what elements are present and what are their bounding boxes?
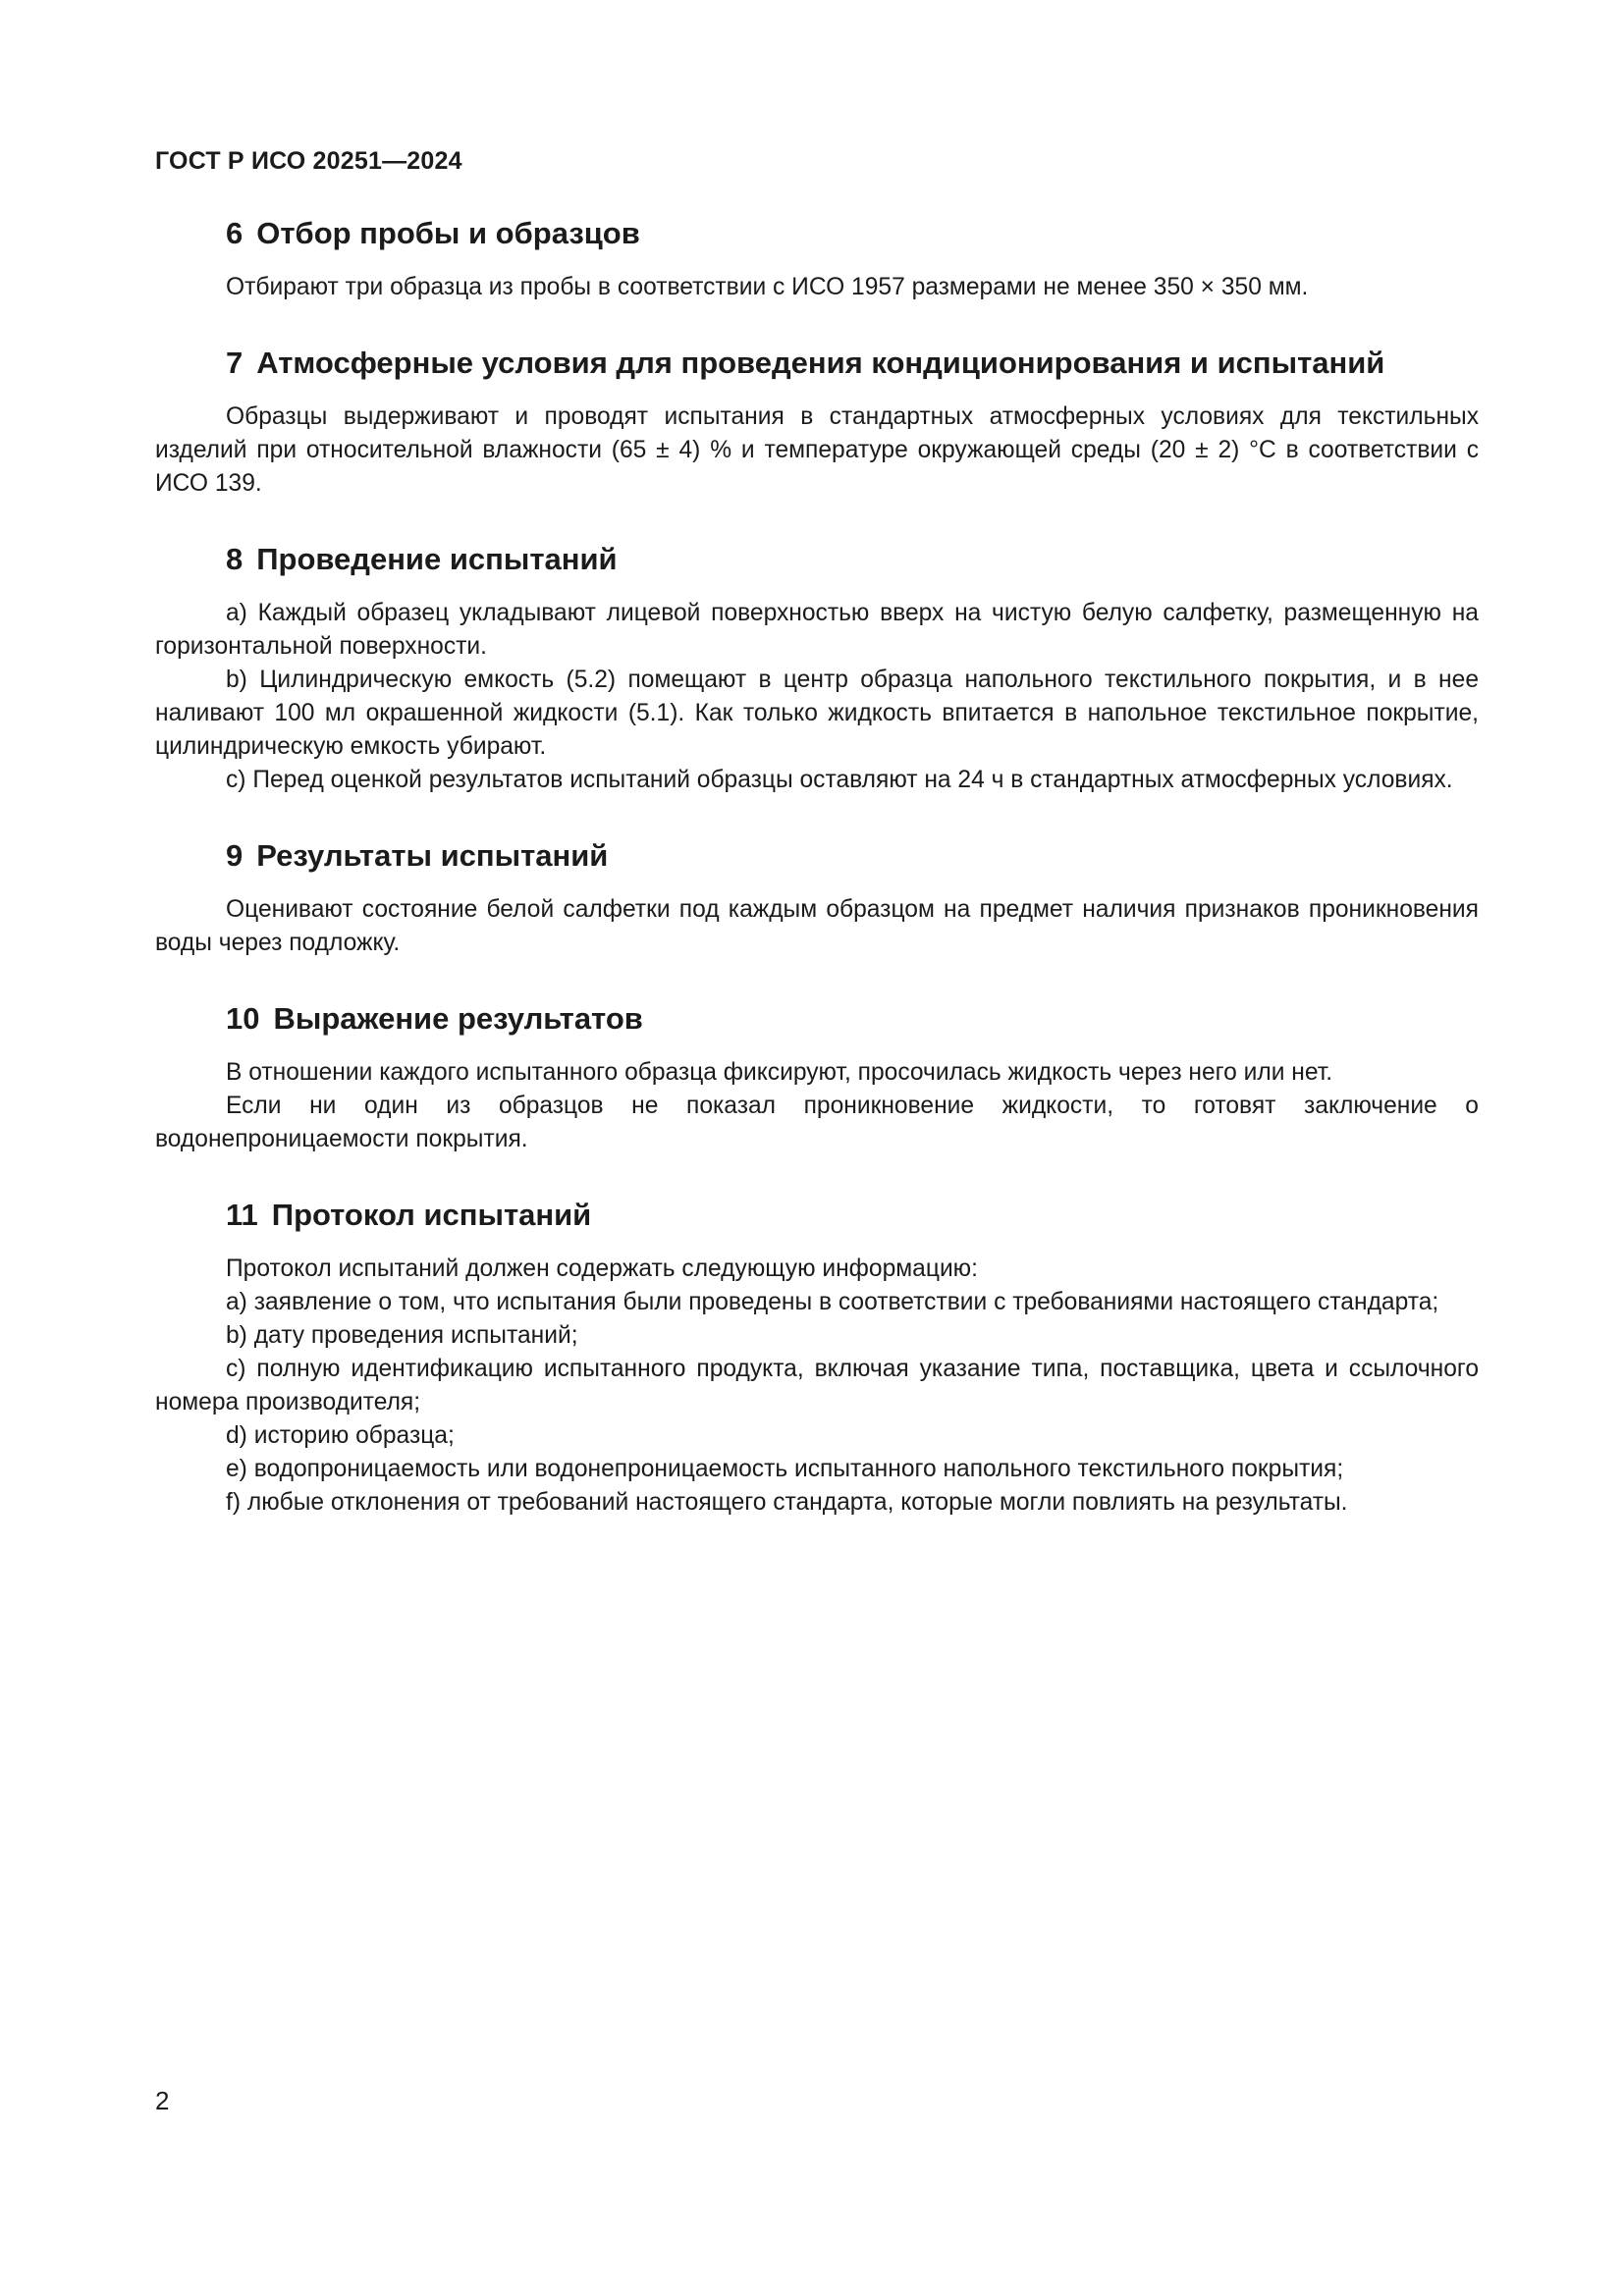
section-11-report [155, 1196, 1479, 1520]
section-heading [155, 999, 1479, 1039]
list-item: a) заявление о том, что испытания были проведены в соответствии с требованиями настоящего стандарта; [226, 1289, 1439, 1315]
section-heading [155, 344, 1479, 383]
section-title: Проведение испытаний [256, 542, 618, 576]
list-item: a) Каждый образец укладывают лицевой поверхностью вверх на чистую белую салфетку, размещенную на горизонтальной поверхности. [155, 600, 1479, 660]
list-item: e) водопроницаемость или водонепроницаемость испытанного напольного текстильного покрытия; [226, 1456, 1344, 1482]
section-7-conditions [155, 344, 1479, 501]
section-heading [155, 214, 1479, 253]
document-body [155, 214, 1479, 1520]
section-title: Отбор пробы и образцов [256, 216, 640, 250]
list-item: d) историю образца; [226, 1422, 455, 1449]
paragraph: В отношении каждого испытанного образца фиксируют, просочилась жидкость через него или нет. [226, 1059, 1333, 1086]
section-number: 6 [226, 216, 244, 250]
paragraph: Если ни один из образцов не показал проникновение жидкости, то готовят заключение о водонепроницаемости покрытия. [155, 1093, 1479, 1152]
section-number: 9 [226, 838, 244, 873]
page-number: 2 [155, 2086, 170, 2115]
section-title: Результаты испытаний [256, 838, 609, 873]
section-title: Атмосферные условия для проведения кондиционирования и испытаний [256, 346, 1385, 380]
section-number: 11 [226, 1198, 258, 1232]
paragraph: Отбирают три образца из пробы в соответствии с ИСО 1957 размерами не менее 350 × 350 мм. [226, 274, 1309, 300]
section-heading [155, 836, 1479, 876]
list-item: b) дату проведения испытаний; [226, 1322, 578, 1349]
section-number: 10 [226, 1001, 260, 1036]
document-header: ГОСТ Р ИСО 20251—2024 [155, 147, 462, 175]
section-10-expression [155, 999, 1479, 1156]
section-6-sampling [155, 214, 1479, 304]
section-8-procedure [155, 540, 1479, 797]
section-title: Выражение результатов [273, 1001, 643, 1036]
section-heading [155, 540, 1479, 579]
section-number: 7 [226, 346, 244, 380]
section-number: 8 [226, 542, 244, 576]
section-9-results [155, 836, 1479, 960]
paragraph: Образцы выдерживают и проводят испытания в стандартных атмосферных условиях для текстильных изделий при относительной влажности (65 ± 4) % и температуре окружающей среды (20 ± 2) °С в соответствии с ИСО 139. [155, 403, 1479, 497]
paragraph: Оценивают состояние белой салфетки под каждым образцом на предмет наличия признаков проникновения воды через подложку. [155, 896, 1479, 956]
paragraph: Протокол испытаний должен содержать следующую информацию: [226, 1255, 978, 1282]
list-item: b) Цилиндрическую емкость (5.2) помещают в центр образца напольного текстильного покрытия, и в нее наливают 100 мл окрашенной жидкости (5.1). Как только жидкость впитается в напольное текстильное покрытие, цилиндрическую емкость убирают. [155, 667, 1479, 760]
section-heading [155, 1196, 1479, 1235]
section-title: Протокол испытаний [271, 1198, 592, 1232]
list-item: c) полную идентификацию испытанного продукта, включая указание типа, поставщика, цвета и ссылочного номера производителя; [155, 1356, 1479, 1415]
list-item: c) Перед оценкой результатов испытаний образцы оставляют на 24 ч в стандартных атмосферных условиях. [226, 767, 1453, 793]
list-item: f) любые отклонения от требований настоящего стандарта, которые могли повлиять на результаты. [226, 1489, 1348, 1516]
